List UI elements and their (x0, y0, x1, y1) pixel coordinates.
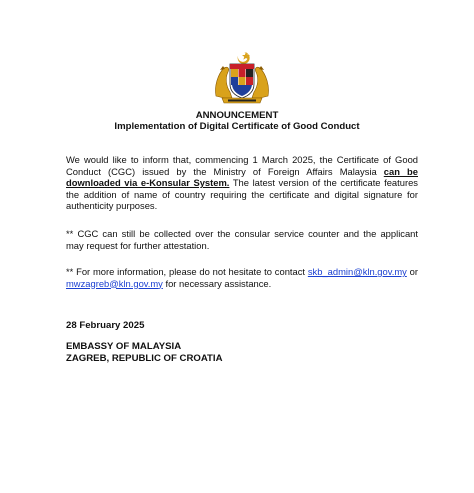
paragraph-contact (66, 266, 418, 289)
paragraph3-text-b: or (406, 266, 418, 277)
announcement-title: ANNOUNCEMENT (195, 110, 279, 121)
embassy-location: ZAGREB, REPUBLIC OF CROATIA (66, 353, 223, 364)
email-link-mwzagreb[interactable]: mwzagreb@kln.gov.my (66, 277, 163, 289)
paragraph-counter-note: ** CGC can still be collected over the consular service counter and the applicant may request for further attestation. (66, 228, 418, 251)
paragraph3-text-a: ** For more information, please do not hesitate to contact (66, 266, 308, 277)
malaysia-coat-of-arms-icon (210, 50, 274, 106)
embassy-name: EMBASSY OF MALAYSIA (66, 341, 182, 352)
paragraph3-text-c: for necessary assistance. (162, 277, 272, 289)
email-link-skb-admin[interactable]: skb_admin@kln.gov.my (307, 266, 407, 277)
paragraph1-text-b: The latest version of the certificate features the addition of name of country requiring the certificate and digital signature for authenticity purposes. (66, 177, 418, 212)
paragraph1-emphasis: can be downloaded via e-Konsular System. (66, 165, 418, 189)
paragraph-commencement (66, 154, 418, 212)
announcement-subtitle: Implementation of Digital Certificate of Good Conduct (114, 121, 360, 132)
announcement-date: 28 February 2025 (66, 320, 145, 331)
paragraph1-text-a: We would like to inform that, commencing 1 March 2025, the Certificate of Good Conduct (CGC) issued by the Ministry of Foreign Affairs Malaysia (66, 154, 418, 177)
